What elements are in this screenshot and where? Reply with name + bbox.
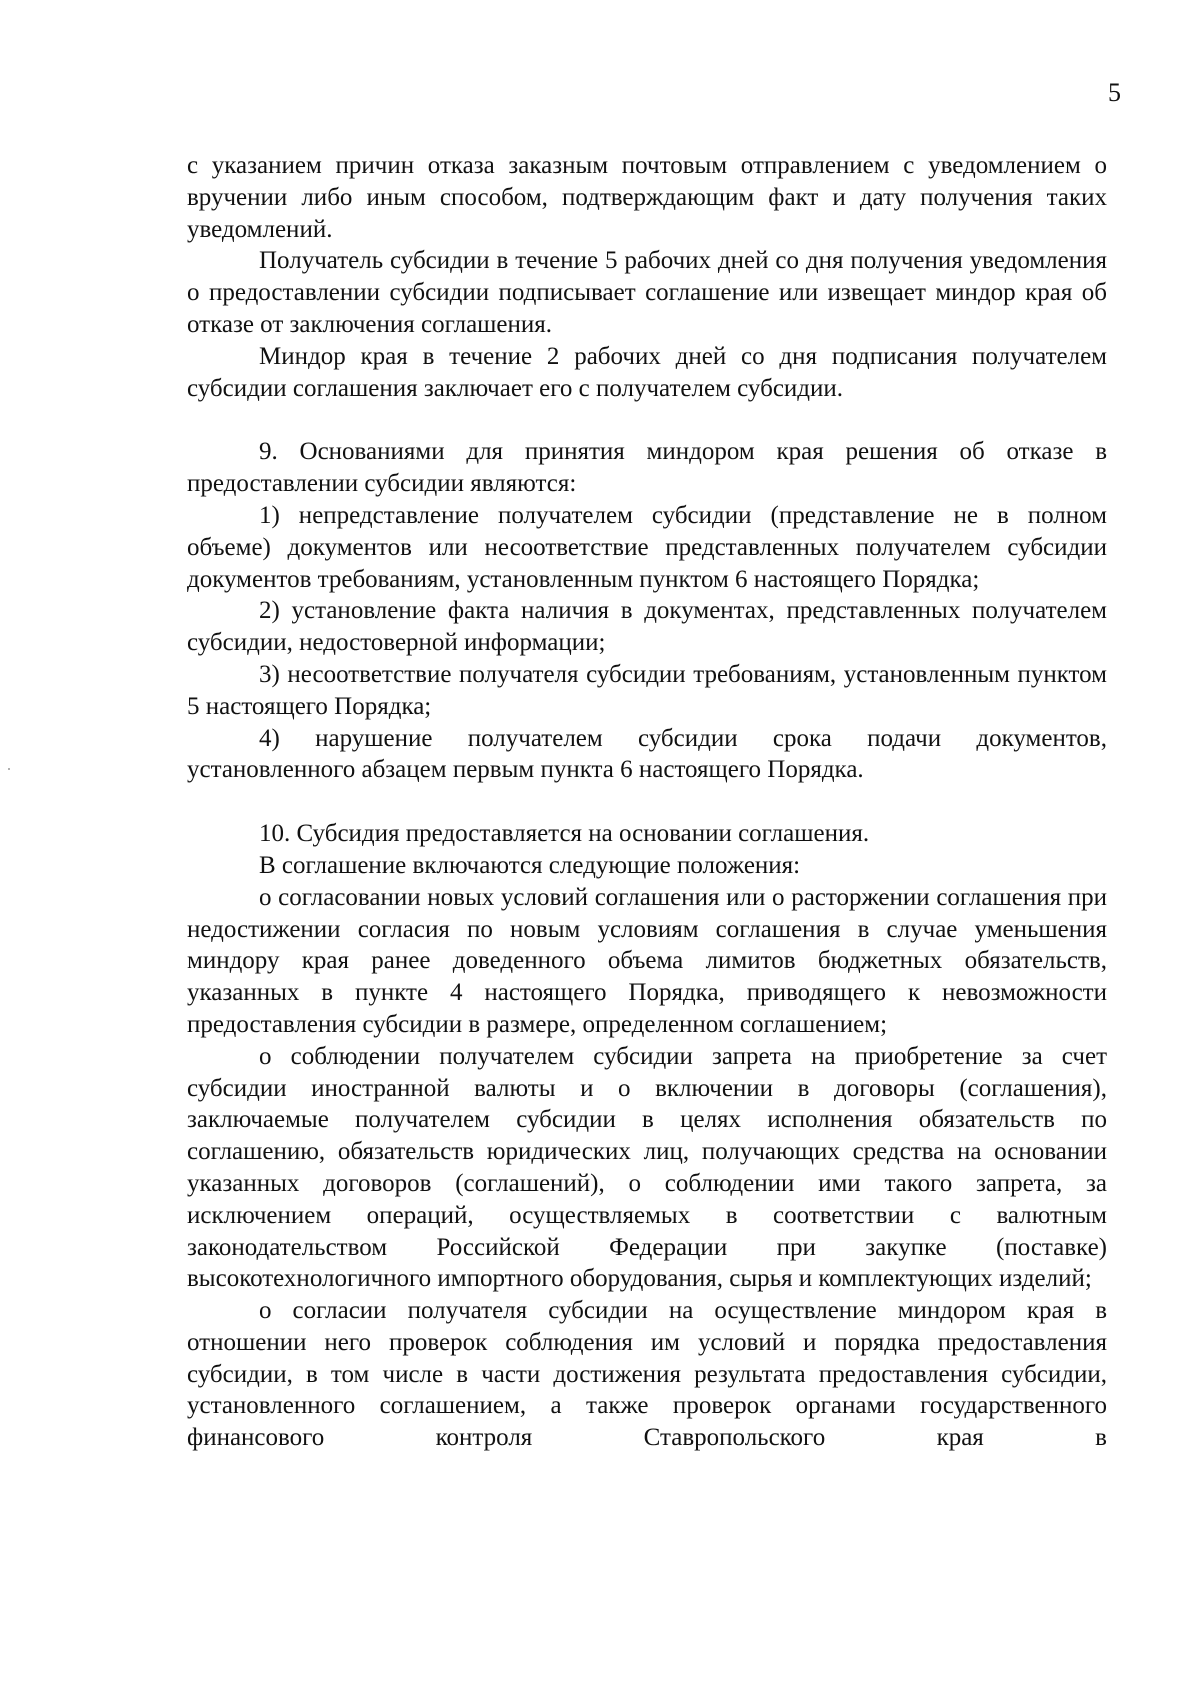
paragraph-provision-new-terms: о согласовании новых условий соглашения или о расторжении соглашения при недостижении согласия по новым условиям соглашения в случае уменьшения миндору края ранее доведенного объема лимитов бюджетных обязательств, указанных в пункте 4 настоящего Порядка, приводящего к невозможности предоставления субсидии в размере, определенном соглашением; [187,883,1107,1038]
document-body [187,150,1107,1454]
paragraph-continuation: с указанием причин отказа заказным почтовым отправлением с уведомлением о вручении либо иным способом, подтверждающим факт и дату получения таких уведомлений. [187,152,1107,243]
paragraph-mindor-concludes: Миндор края в течение 2 рабочих дней со дня подписания получателем субсидии соглашения заключает его с получателем субсидии. [187,342,1107,402]
paragraph-item-9: 9. Основаниями для принятия миндором края решения об отказе в предоставлении субсидии являются: [187,438,1107,498]
paragraph-recipient-signs: Получатель субсидии в течение 5 рабочих дней со дня получения уведомления о предоставлении субсидии подписывает соглашение или извещает миндор края об отказе от заключения соглашения. [187,247,1107,338]
paragraph-item-9-1: 1) непредставление получателем субсидии (представление не в полном объеме) документов или несоответствие представленных получателем субсидии документов требованиям, установленным пунктом 6 настоящего Порядка; [187,501,1107,593]
scan-speck [8,768,10,770]
page-number: 5 [1108,78,1121,107]
paragraph-provision-inspections: о согласии получателя субсидии на осуществление миндором края в отношении него проверок соблюдения им условий и порядка предоставления субсидии, в том числе в части достижения результата предоставления субсидии, установленного соглашением, а также проверок органами государственного финансового контроля Ставропольского края в [187,1297,1107,1452]
paragraph-item-9-2: 2) установление факта наличия в документах, представленных получателем субсидии, недостоверной информации; [187,597,1107,657]
paragraph-item-9-4: 4) нарушение получателем субсидии срока подачи документов, установленного абзацем первым пункта 6 настоящего Порядка. [187,724,1107,784]
paragraph-agreement-provisions: В соглашение включаются следующие положения: [259,851,801,879]
paragraph-item-10: 10. Субсидия предоставляется на основании соглашения. [259,820,870,848]
paragraph-item-9-3: 3) несоответствие получателя субсидии требованиям, установленным пунктом 5 настоящего Порядка; [187,660,1107,720]
paragraph-provision-currency-ban: о соблюдении получателем субсидии запрета на приобретение за счет субсидии иностранной валюты и о включении в договоры (соглашения), заключаемые получателем субсидии в целях исполнения обязательств по соглашению, обязательств юридических лиц, получающих средства на основании указанных договоров (соглашений), о соблюдении ими такого запрета, за исключением операций, осуществляемых в соответствии с валютным законодательством Российской Федерации при закупке (поставке) высокотехнологичного импортного оборудования, сырья и комплектующих изделий; [187,1042,1107,1293]
